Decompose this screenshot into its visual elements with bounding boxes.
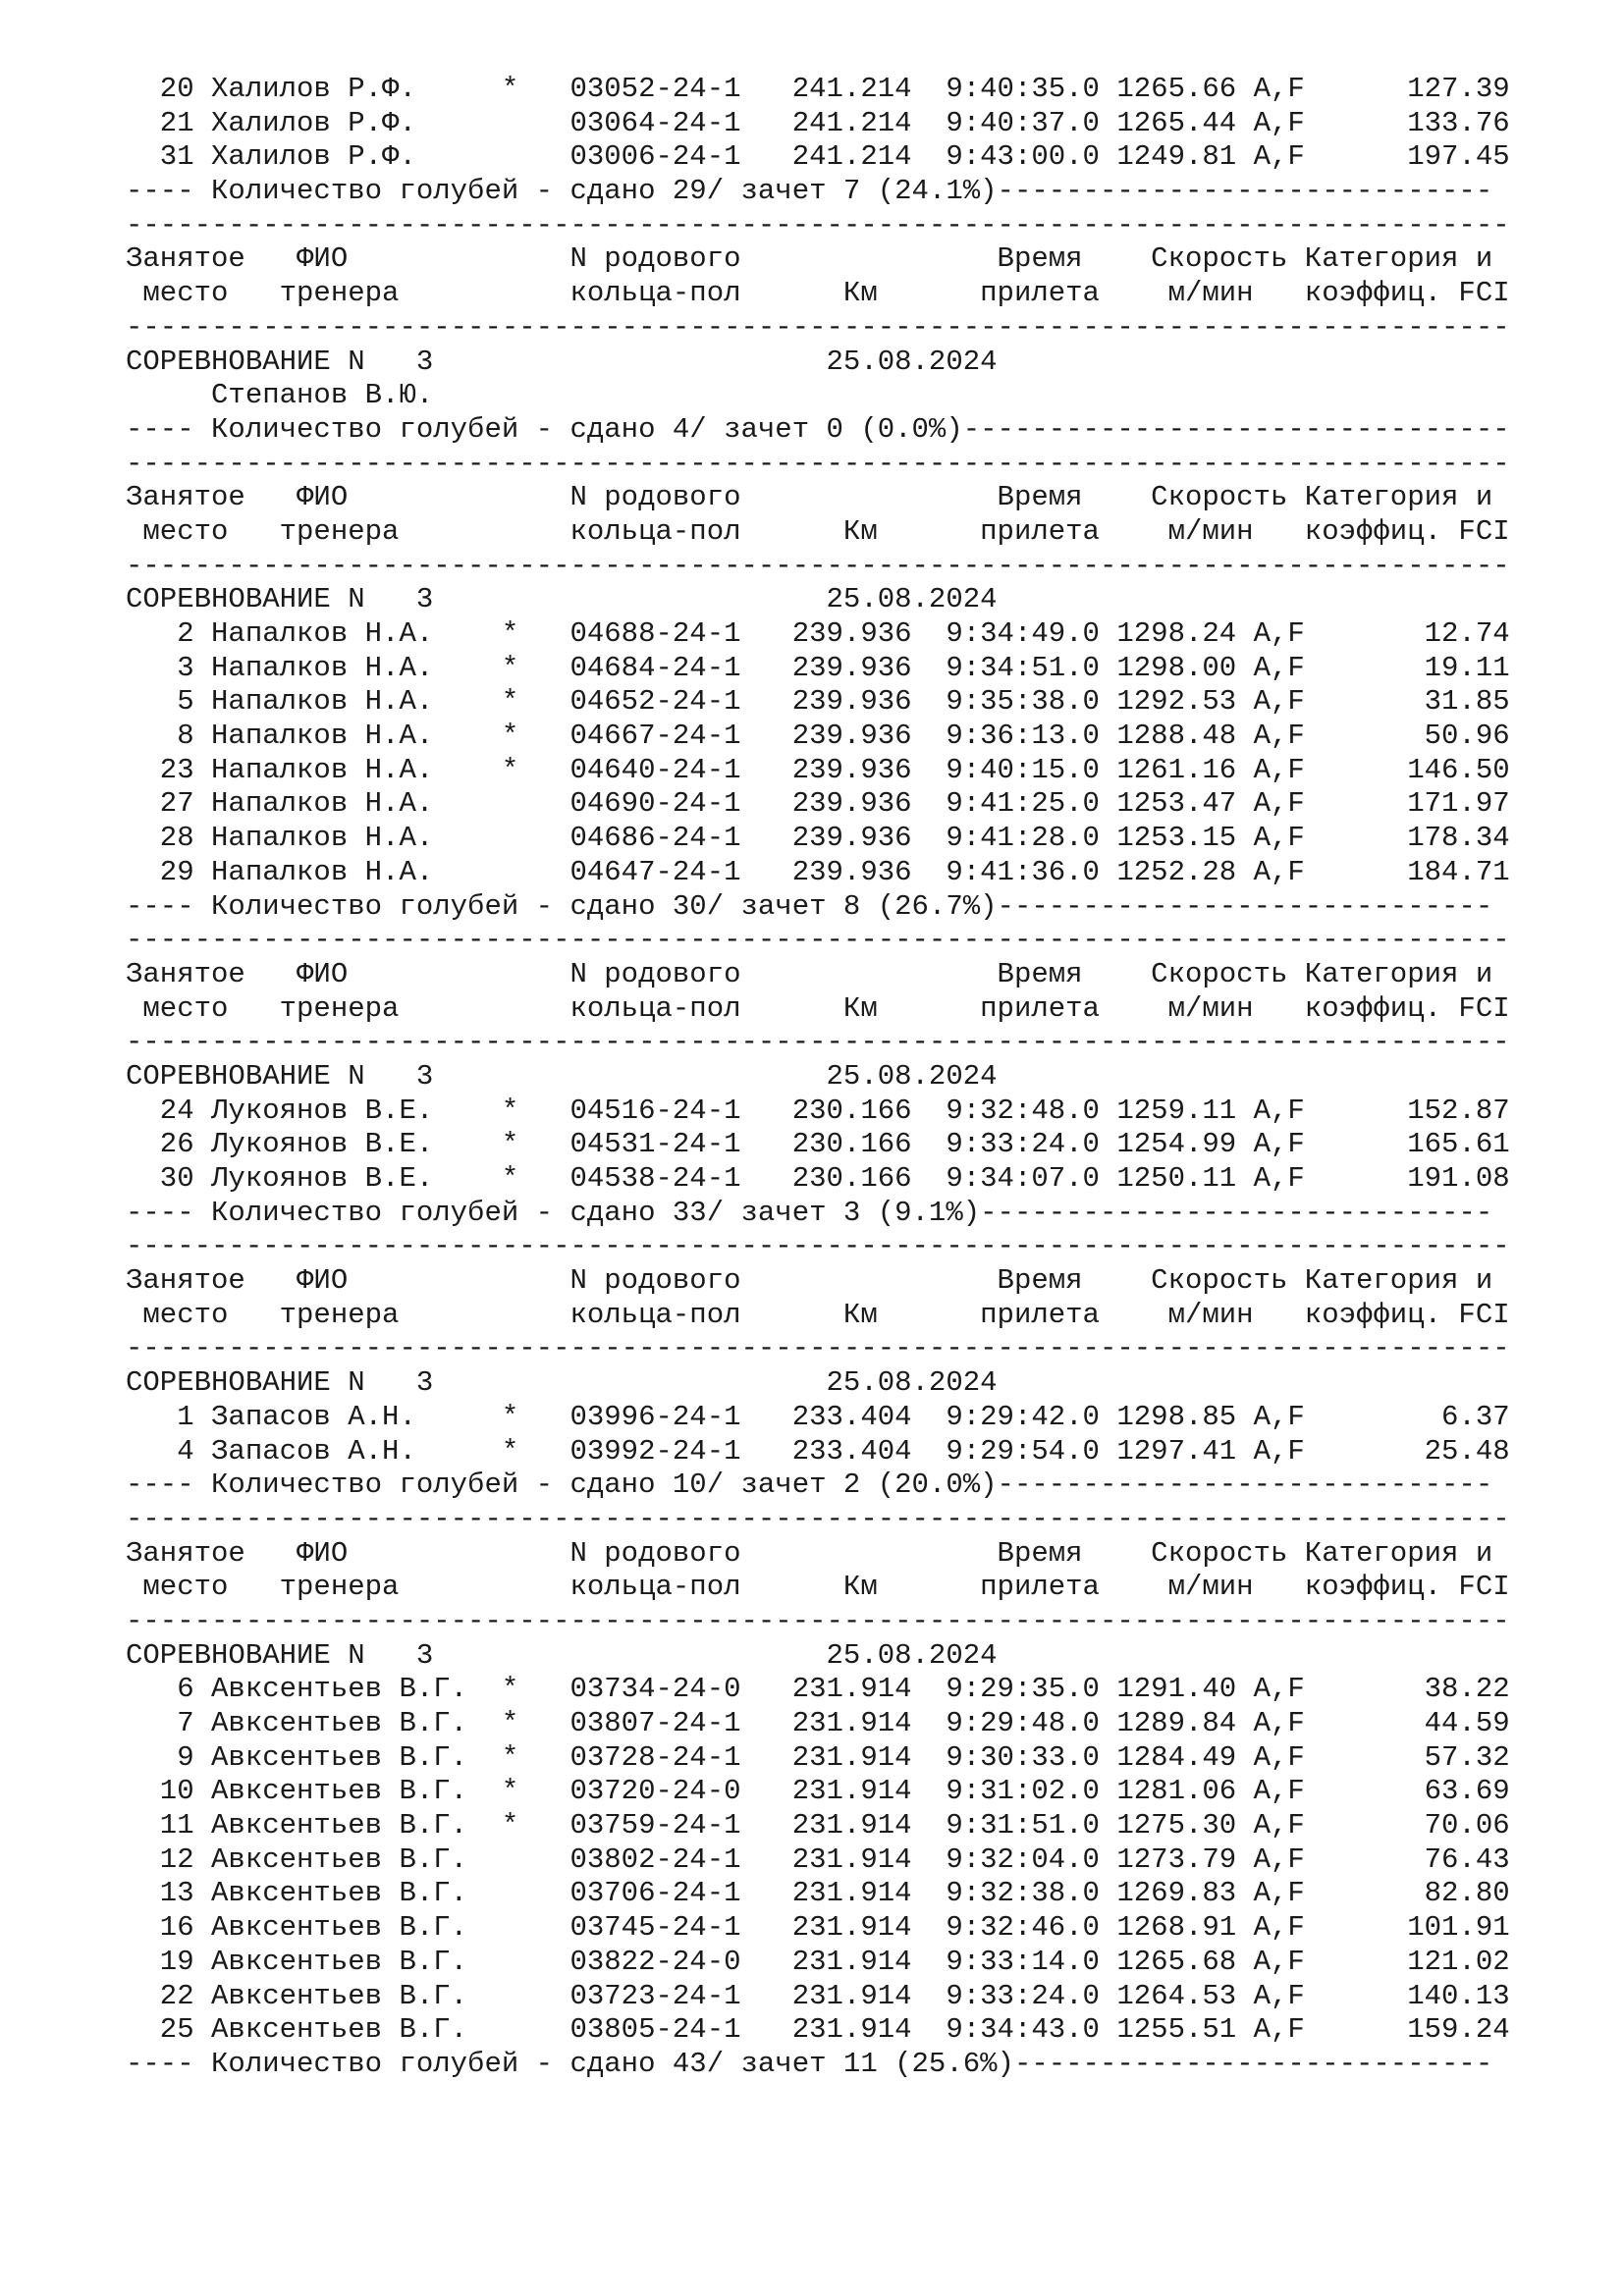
section-summary: ---- Количество голубей - сдано 43/ зачет 11 (25.6%)---------------------------- [126,2047,1493,2080]
section-summary: ---- Количество голубей - сдано 4/ зачет 0 (0.0%)-------------------------------- [126,412,1510,446]
sections-container [126,209,1510,2082]
result-row: 26 Лукоянов В.Е. * 04531-24-1 230.166 9:33:24.0 1254.99 A,F 165.61 [126,1128,1510,1161]
result-row: 20 Халилов Р.Ф. * 03052-24-1 241.214 9:40:35.0 1265.66 A,F 127.39 [126,73,1510,105]
result-row: 22 Авксентьев В.Г. 03723-24-1 231.914 9:33:24.0 1264.53 A,F 140.13 [126,1979,1510,2012]
header-rule: --------------------------------------------------------------------------------- [126,1502,1510,1535]
result-row: 25 Авксентьев В.Г. 03805-24-1 231.914 9:34:43.0 1255.51 A,F 159.24 [126,2013,1510,2047]
result-row: 11 Авксентьев В.Г. * 03759-24-1 231.914 9:31:51.0 1275.30 A,F 70.06 [126,1809,1510,1842]
header-rule: --------------------------------------------------------------------------------- [126,208,1510,241]
result-row: 9 Авксентьев В.Г. * 03728-24-1 231.914 9:30:33.0 1284.49 A,F 57.32 [126,1740,1510,1774]
result-row: 3 Напалков Н.А. * 04684-24-1 239.936 9:34:51.0 1298.00 A,F 19.11 [126,651,1510,684]
result-row: 19 Авксентьев В.Г. 03822-24-0 231.914 9:33:14.0 1265.68 A,F 121.02 [126,1945,1510,1978]
header-rule: --------------------------------------------------------------------------------- [126,1026,1510,1059]
result-row: 27 Напалков Н.А. 04690-24-1 239.936 9:41:25.0 1253.47 A,F 171.97 [126,787,1510,821]
result-row: 31 Халилов Р.Ф. 03006-24-1 241.214 9:43:00.0 1249.81 A,F 197.45 [126,140,1510,174]
result-row: 5 Напалков Н.А. * 04652-24-1 239.936 9:35:38.0 1292.53 A,F 31.85 [126,685,1510,719]
result-row: 24 Лукоянов В.Е. * 04516-24-1 230.166 9:32:48.0 1259.11 A,F 152.87 [126,1094,1510,1127]
column-header-line1: Занятое ФИО N родового Время Скорость Категория и [126,1264,1493,1298]
result-row: 10 Авксентьев В.Г. * 03720-24-0 231.914 9:31:02.0 1281.06 A,F 63.69 [126,1775,1510,1808]
section-summary: ---- Количество голубей - сдано 10/ зачет 2 (20.0%)----------------------------- [126,1468,1493,1502]
competition-section [126,209,1510,448]
result-row: 1 Запасов А.Н. * 03996-24-1 233.404 9:29:42.0 1298.85 A,F 6.37 [126,1400,1510,1433]
competition-title: СОРЕВНОВАНИЕ N 3 25.08.2024 [126,1638,998,1672]
result-row: 23 Напалков Н.А. * 04640-24-1 239.936 9:40:15.0 1261.16 A,F 146.50 [126,753,1510,786]
result-row: 13 Авксентьев В.Г. 03706-24-1 231.914 9:32:38.0 1269.83 A,F 82.80 [126,1877,1510,1910]
result-row: 12 Авксентьев В.Г. 03802-24-1 231.914 9:32:04.0 1273.79 A,F 76.43 [126,1842,1510,1876]
header-rule: --------------------------------------------------------------------------------- [126,924,1510,957]
result-row: Степанов В.Ю. [126,379,434,412]
column-header-line2: место тренера кольца-пол Км прилета м/мин коэффиц. FCI [126,514,1510,548]
column-header-line2: место тренера кольца-пол Км прилета м/мин коэффиц. FCI [126,1298,1510,1331]
result-row: 21 Халилов Р.Ф. 03064-24-1 241.214 9:40:37.0 1265.44 A,F 133.76 [126,106,1510,139]
competition-title: СОРЕВНОВАНИЕ N 3 25.08.2024 [126,1366,998,1400]
result-row: 7 Авксентьев В.Г. * 03807-24-1 231.914 9:29:48.0 1289.84 A,F 44.59 [126,1707,1510,1739]
results-report [126,73,1510,2082]
header-rule: --------------------------------------------------------------------------------- [126,1604,1510,1637]
result-row: 2 Напалков Н.А. * 04688-24-1 239.936 9:34:49.0 1298.24 A,F 12.74 [126,617,1510,650]
column-header-line2: место тренера кольца-пол Км прилета м/мин коэффиц. FCI [126,1571,1510,1604]
column-header-line1: Занятое ФИО N родового Время Скорость Категория и [126,481,1493,514]
header-rule: --------------------------------------------------------------------------------- [126,549,1510,582]
result-row: 28 Напалков Н.А. 04686-24-1 239.936 9:41:28.0 1253.15 A,F 178.34 [126,822,1510,855]
section-summary: ---- Количество голубей - сдано 33/ зачет 3 (9.1%)------------------------------ [126,1196,1493,1229]
result-row: 8 Напалков Н.А. * 04667-24-1 239.936 9:36:13.0 1288.48 A,F 50.96 [126,720,1510,753]
column-header-line2: место тренера кольца-пол Км прилета м/мин коэффиц. FCI [126,277,1510,310]
result-row: 16 Авксентьев В.Г. 03745-24-1 231.914 9:32:46.0 1268.91 A,F 101.91 [126,1911,1510,1945]
header-rule: --------------------------------------------------------------------------------- [126,447,1510,480]
competition-section [126,1503,1510,2082]
competition-section [126,1230,1510,1503]
competition-title: СОРЕВНОВАНИЕ N 3 25.08.2024 [126,345,998,378]
competition-section [126,448,1510,925]
result-row: 30 Лукоянов В.Е. * 04538-24-1 230.166 9:34:07.0 1250.11 A,F 191.08 [126,1162,1510,1195]
continued-block [126,73,1510,209]
result-row: 4 Запасов А.Н. * 03992-24-1 233.404 9:29:54.0 1297.41 A,F 25.48 [126,1434,1510,1468]
column-header-line1: Занятое ФИО N родового Время Скорость Категория и [126,1536,1493,1570]
column-header-line1: Занятое ФИО N родового Время Скорость Категория и [126,957,1493,990]
column-header-line2: место тренера кольца-пол Км прилета м/мин коэффиц. FCI [126,991,1510,1025]
section-summary: ---- Количество голубей - сдано 29/ зачет 7 (24.1%)----------------------------- [126,175,1493,208]
competition-title: СОРЕВНОВАНИЕ N 3 25.08.2024 [126,1059,998,1093]
header-rule: --------------------------------------------------------------------------------- [126,1230,1510,1263]
competition-title: СОРЕВНОВАНИЕ N 3 25.08.2024 [126,583,998,616]
header-rule: --------------------------------------------------------------------------------- [126,310,1510,344]
result-row: 6 Авксентьев В.Г. * 03734-24-0 231.914 9:29:35.0 1291.40 A,F 38.22 [126,1673,1510,1706]
header-rule: --------------------------------------------------------------------------------- [126,1332,1510,1365]
result-row: 29 Напалков Н.А. 04647-24-1 239.936 9:41:36.0 1252.28 A,F 184.71 [126,855,1510,888]
column-header-line1: Занятое ФИО N родового Время Скорость Категория и [126,242,1493,276]
competition-section [126,924,1510,1230]
section-summary: ---- Количество голубей - сдано 30/ зачет 8 (26.7%)----------------------------- [126,889,1493,923]
